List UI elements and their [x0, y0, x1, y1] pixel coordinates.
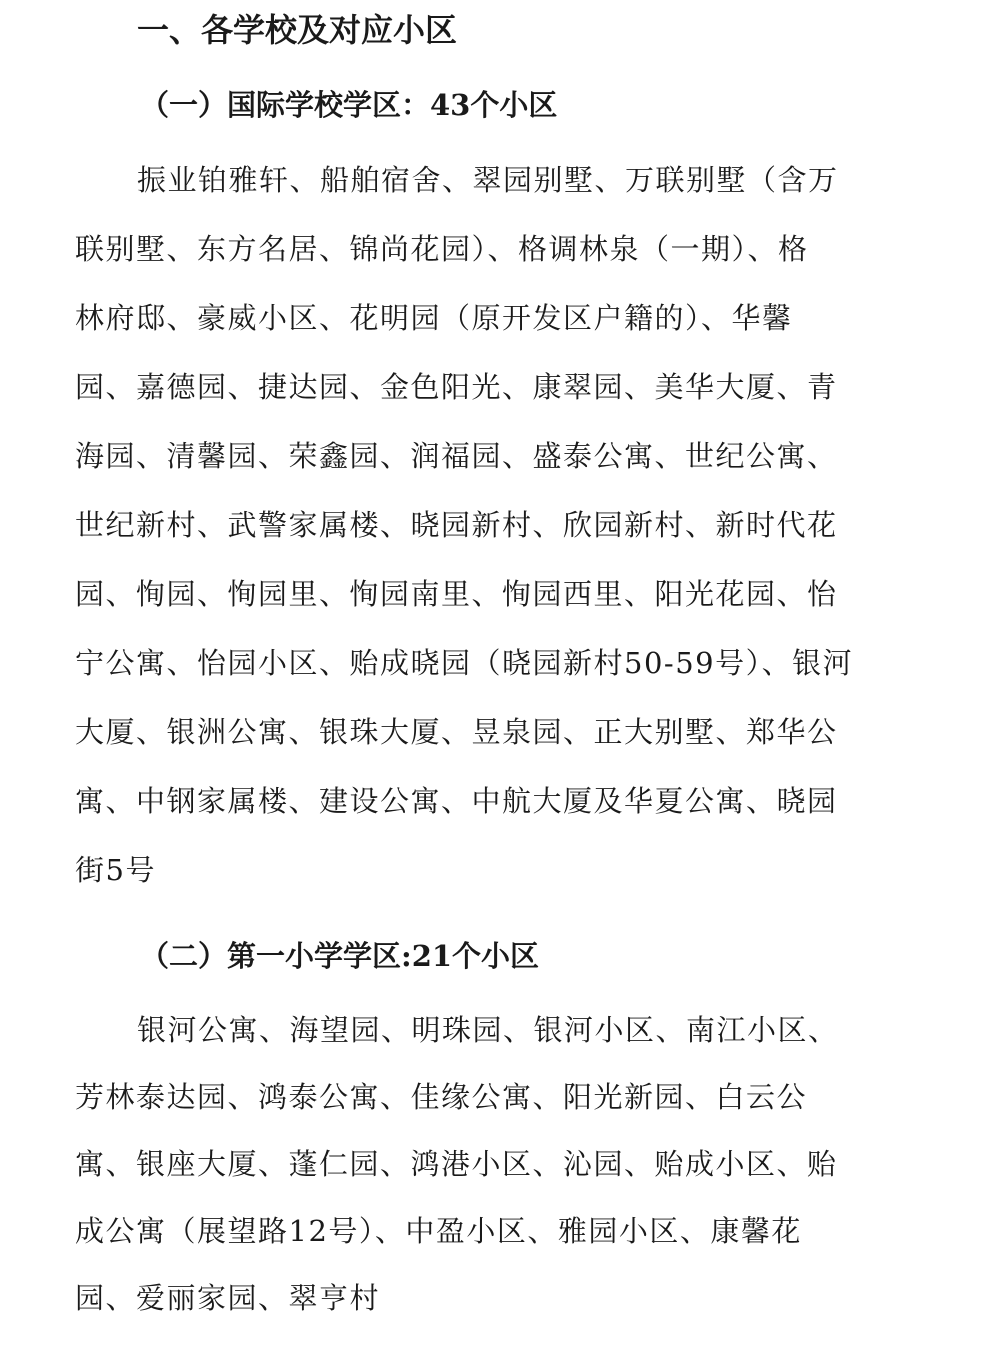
text-line: 园、嘉德园、捷达园、金色阳光、康翠园、美华大厦、青 — [75, 370, 838, 404]
text-line: 寓、银座大厦、蓬仁园、鸿港小区、沁园、贻成小区、贻 — [75, 1147, 838, 1181]
text-line: 林府邸、豪威小区、花明园（原开发区户籍的）、华馨 — [75, 301, 793, 335]
text-line: 世纪新村、武警家属楼、晓园新村、欣园新村、新时代花 — [75, 508, 838, 542]
section-title-first-primary-school: （二）第一小学学区:21个小区 — [140, 939, 540, 973]
text-line: 大厦、银洲公寓、银珠大厦、昱泉园、正大别墅、郑华公 — [75, 715, 838, 749]
section-body-international-school — [75, 146, 875, 905]
section-title-international-school: （一）国际学校学区：43个小区 — [140, 88, 558, 122]
text-line: 园、爱丽家园、翠亨村 — [75, 1281, 381, 1315]
text-line: 寓、中钢家属楼、建设公寓、中航大厦及华夏公寓、晓园 — [75, 784, 838, 818]
document-heading: 一、各学校及对应小区 — [137, 11, 458, 49]
text-line: 银河公寓、海望园、明珠园、银河小区、南江小区、 — [137, 1013, 839, 1047]
text-line: 海园、清馨园、荣鑫园、润福园、盛泰公寓、世纪公寓、 — [75, 439, 838, 473]
text-line: 联别墅、东方名居、锦尚花园）、格调林泉（一期）、格 — [75, 232, 809, 266]
text-line: 芳林泰达园、鸿泰公寓、佳缘公寓、阳光新园、白云公 — [75, 1080, 808, 1114]
text-line: 振业铂雅轩、船舶宿舍、翠园别墅、万联别墅（含万 — [137, 163, 839, 197]
section-body-first-primary-school — [75, 997, 875, 1332]
text-line: 街5号 — [75, 853, 156, 887]
text-line: 成公寓（展望路12号）、中盈小区、雅园小区、康馨花 — [75, 1214, 802, 1248]
text-line: 宁公寓、怡园小区、贻成晓园（晓园新村50-59号）、银河 — [75, 646, 854, 680]
text-line: 园、恂园、恂园里、恂园南里、恂园西里、阳光花园、怡 — [75, 577, 838, 611]
